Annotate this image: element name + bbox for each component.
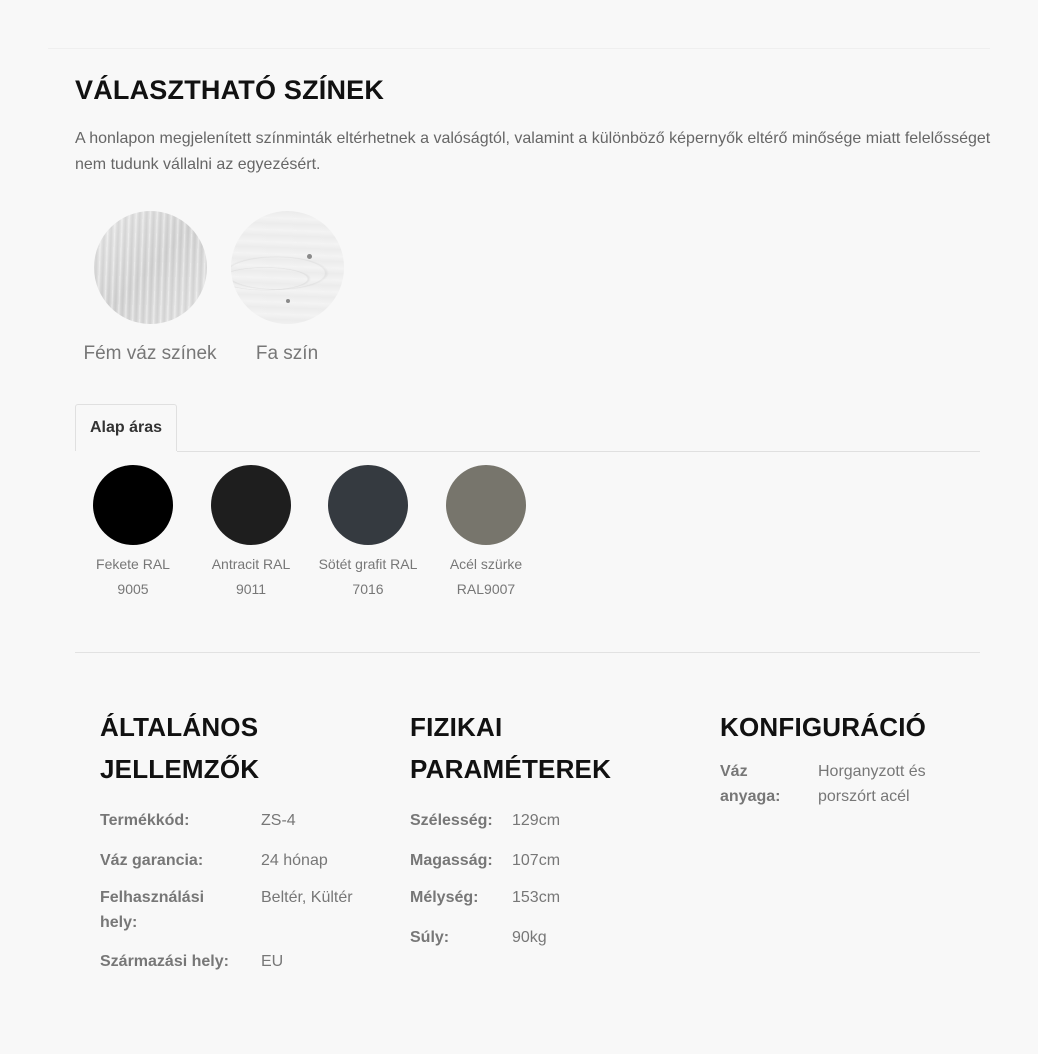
spec-key: Szélesség:	[410, 812, 493, 829]
wood-knot	[286, 299, 290, 303]
color-dot	[93, 465, 173, 545]
metal-texture-image	[94, 211, 207, 324]
color-dot	[211, 465, 291, 545]
color-dot	[328, 465, 408, 545]
color-swatch-antracit[interactable]	[193, 465, 309, 602]
wood-texture-image	[231, 211, 344, 324]
spec-value: EU	[261, 953, 284, 970]
swatch-label: Fém váz színek	[83, 343, 217, 364]
spec-value: 90kg	[512, 929, 547, 946]
spec-general	[100, 706, 390, 970]
spec-physical	[410, 706, 700, 946]
swatch-wood[interactable]	[217, 211, 357, 367]
color-name: Sötét grafit RAL 7016	[318, 556, 418, 597]
color-swatch-acel-szurke[interactable]	[428, 465, 544, 602]
wood-knot	[307, 254, 312, 259]
spec-key: Mélység:	[410, 889, 479, 906]
top-divider	[48, 48, 990, 49]
spec-title: ÁLTALÁNOS JELLEMZŐK	[100, 712, 260, 784]
color-swatch-fekete[interactable]	[75, 465, 191, 602]
spec-key: Váz anyaga:	[720, 763, 781, 805]
color-name: Antracit RAL 9011	[211, 556, 291, 597]
spec-key: Termékkód:	[100, 812, 190, 829]
spec-value: ZS-4	[261, 812, 296, 829]
spec-title: FIZIKAI PARAMÉTEREK	[410, 712, 612, 784]
color-name: Acél szürke RAL9007	[449, 556, 523, 597]
swatch-metal-frame[interactable]	[80, 211, 220, 367]
spec-value: 24 hónap	[261, 852, 328, 869]
tab-underline	[177, 451, 980, 452]
spec-key: Váz garancia:	[100, 852, 204, 869]
color-name: Fekete RAL 9005	[96, 556, 170, 597]
spec-key: Magasság:	[410, 852, 493, 869]
section-title: VÁLASZTHATÓ SZÍNEK	[75, 75, 385, 105]
spec-key: Súly:	[410, 929, 450, 946]
spec-value: Beltér, Kültér	[261, 889, 353, 906]
color-swatch-sotet-grafit[interactable]	[310, 465, 426, 602]
color-dot	[446, 465, 526, 545]
spec-key: Származási hely:	[100, 953, 229, 970]
swatch-label: Fa szín	[255, 343, 319, 364]
section-divider	[75, 652, 980, 653]
spec-value: 129cm	[512, 812, 561, 829]
tab-alap-aras[interactable]: Alap áras	[75, 404, 177, 451]
spec-value: Horganyzott és porszórt acél	[818, 763, 926, 805]
spec-title: KONFIGURÁCIÓ	[720, 712, 927, 742]
section-description: A honlapon megjelenített színminták eltérhetnek a valóságtól, valamint a különböző képernyők eltérő minősége miatt felelősséget nem tudunk vállalni az egyezésért.	[75, 130, 991, 173]
spec-value: 153cm	[512, 889, 561, 906]
spec-config	[720, 706, 1010, 805]
spec-key: Felhasználási hely:	[100, 889, 205, 931]
spec-value: 107cm	[512, 852, 561, 869]
